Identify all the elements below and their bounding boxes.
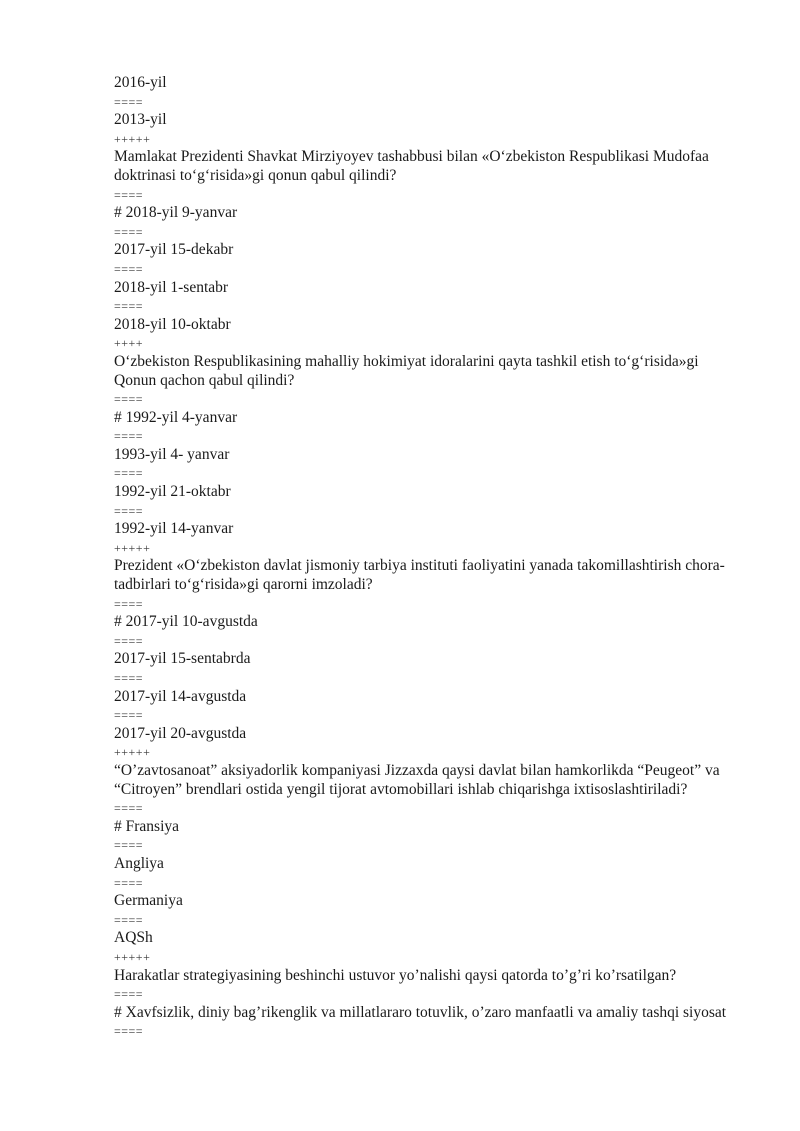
text-line: 2018-yil 1-sentabr bbox=[114, 278, 229, 296]
text-line: 2017-yil 20-avgustda bbox=[114, 724, 247, 742]
separator-line: ==== bbox=[114, 187, 144, 202]
text-line: 2013-yil bbox=[114, 111, 167, 129]
text-line: Mamlakat Prezidenti Shavkat Mirziyoyev tashabbusi bilan «O‘zbekiston Respublikasi Mudofaa doktrinasi to‘g‘risida»gi qonun qabul qilindi? bbox=[114, 148, 709, 184]
text-line: Angliya bbox=[114, 854, 164, 872]
text-line: 2018-yil 10-oktabr bbox=[114, 315, 231, 333]
separator-line: ==== bbox=[114, 1024, 144, 1039]
separator-line: ==== bbox=[114, 633, 144, 648]
separator-line: ==== bbox=[114, 299, 144, 314]
text-line: Prezident «O‘zbekiston davlat jismoniy tarbiya instituti faoliyatini yanada takomillashtirish chora-tadbirlari to‘g‘risida»gi qarorni imzoladi? bbox=[114, 557, 725, 594]
text-line: 2017-yil 15-sentabrda bbox=[114, 650, 251, 668]
document-body bbox=[114, 74, 744, 1041]
text-line: # 2018-yil 9-yanvar bbox=[114, 204, 238, 222]
separator-line: ==== bbox=[114, 912, 144, 927]
text-line: 2017-yil 15-dekabr bbox=[114, 241, 234, 259]
text-line: 2017-yil 14-avgustda bbox=[114, 687, 247, 705]
separator-line: ==== bbox=[114, 987, 144, 1002]
separator-line: ==== bbox=[114, 466, 144, 481]
separator-line: ++++ bbox=[114, 336, 144, 351]
separator-line: ==== bbox=[114, 671, 144, 685]
text-line: # 1992-yil 4-yanvar bbox=[114, 408, 238, 426]
separator-line: ==== bbox=[114, 224, 144, 239]
text-line: O‘zbekiston Respublikasining mahalliy hokimiyat idoralarini qayta tashkil etish to‘g‘risida»gi Qonun qachon qabul qilindi? bbox=[114, 352, 699, 389]
separator-line: ==== bbox=[114, 596, 144, 611]
separator-line: ==== bbox=[114, 94, 144, 109]
separator-line: ==== bbox=[114, 708, 144, 723]
text-line: Germaniya bbox=[114, 892, 183, 910]
separator-line: +++++ bbox=[114, 131, 151, 146]
text-line: AQSh bbox=[114, 929, 153, 947]
separator-line: ==== bbox=[114, 392, 144, 407]
separator-line: ==== bbox=[114, 429, 144, 444]
separator-line: ==== bbox=[114, 503, 144, 518]
text-line: 1992-yil 21-oktabr bbox=[114, 483, 231, 501]
text-line: 1992-yil 14-yanvar bbox=[114, 520, 234, 538]
separator-line: ==== bbox=[114, 261, 144, 276]
separator-line: +++++ bbox=[114, 540, 151, 555]
text-line: 2016-yil bbox=[114, 74, 167, 91]
text-line: “O’zavtosanoat” aksiyadorlik kompaniyasi Jizzaxda qaysi davlat bilan hamkorlikda “Peugeot” va “Citroyen” brendlari ostida yengil tijorat avtomobillari ishlab chiqarishga ixtisoslashtiriladi? bbox=[114, 761, 720, 798]
text-line: Harakatlar strategiyasining beshinchi ustuvor yo’nalishi qaysi qatorda to’g’ri ko’rsatilgan? bbox=[114, 966, 677, 984]
separator-line: +++++ bbox=[114, 745, 151, 760]
separator-line: ==== bbox=[114, 838, 144, 853]
separator-line: ==== bbox=[114, 875, 144, 890]
text-line: # Xavfsizlik, diniy bag’rikenglik va millatlararo totuvlik, o’zaro manfaatli va amaliy tashqi siyosat bbox=[114, 1003, 727, 1021]
text-line: # 2017-yil 10-avgustda bbox=[114, 613, 258, 631]
text-line: # Fransiya bbox=[114, 817, 180, 835]
separator-line: ==== bbox=[114, 801, 144, 816]
text-line: 1993-yil 4- yanvar bbox=[114, 445, 230, 463]
separator-line: +++++ bbox=[114, 949, 151, 964]
